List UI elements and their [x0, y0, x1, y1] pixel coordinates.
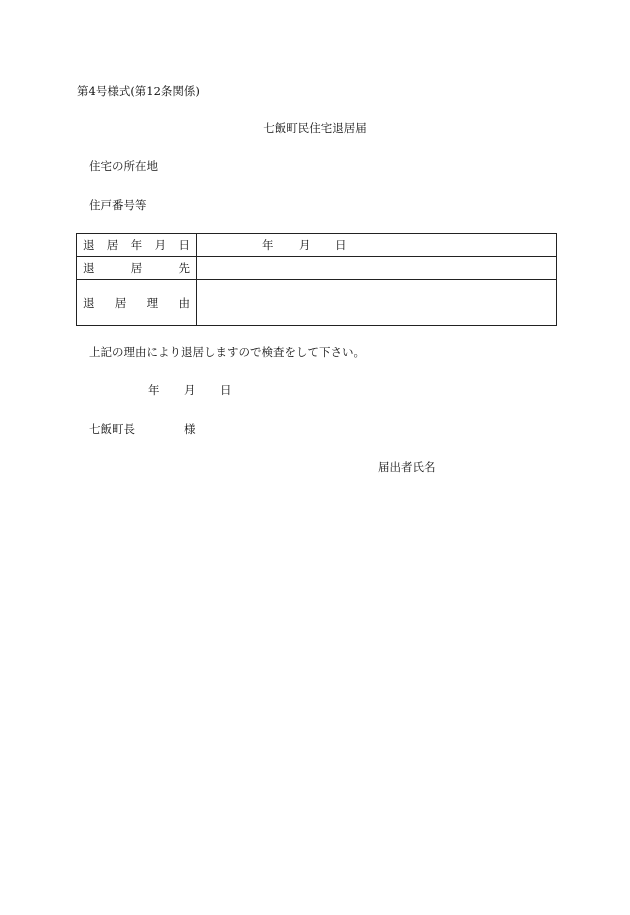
signature-year-unit: 年	[148, 383, 160, 397]
label-char: 居	[114, 295, 127, 310]
move-out-info-table	[76, 233, 557, 326]
label-char: 退	[83, 238, 95, 252]
label-char: 退	[83, 261, 95, 275]
honorific: 様	[184, 422, 196, 436]
label-char: 先	[178, 261, 190, 275]
label-char: 理	[146, 295, 159, 310]
reason-label	[77, 280, 197, 326]
reason-value[interactable]	[197, 280, 557, 326]
addressee: 七飯町長	[89, 422, 135, 436]
move-out-date-value[interactable]	[197, 234, 557, 257]
applicant-name-label: 届出者氏名	[378, 460, 436, 474]
form-number: 第4号様式(第12条関係)	[77, 84, 200, 98]
date-year-unit: 年	[262, 238, 274, 252]
destination-value[interactable]	[197, 257, 557, 280]
move-out-date-label	[77, 234, 197, 257]
signature-month-unit: 月	[184, 383, 196, 397]
destination-label	[77, 257, 197, 280]
reason-row	[77, 280, 557, 326]
label-char: 居	[130, 261, 143, 275]
document-title: 七飯町民住宅退居届	[263, 121, 367, 135]
label-char: 月	[154, 238, 167, 252]
destination-row	[77, 257, 557, 280]
label-char: 日	[178, 238, 190, 252]
housing-location-label: 住宅の所在地	[89, 159, 158, 173]
inspection-request-statement: 上記の理由により退居しますので検査をして下さい。	[89, 345, 365, 359]
move-out-date-row	[77, 234, 557, 257]
label-char: 由	[178, 295, 190, 310]
unit-number-label: 住戸番号等	[89, 198, 147, 212]
label-char: 退	[83, 295, 95, 310]
date-day-unit: 日	[335, 238, 347, 252]
label-char: 居	[106, 238, 119, 252]
label-char: 年	[130, 238, 143, 252]
date-month-unit: 月	[299, 238, 311, 252]
signature-day-unit: 日	[220, 383, 232, 397]
